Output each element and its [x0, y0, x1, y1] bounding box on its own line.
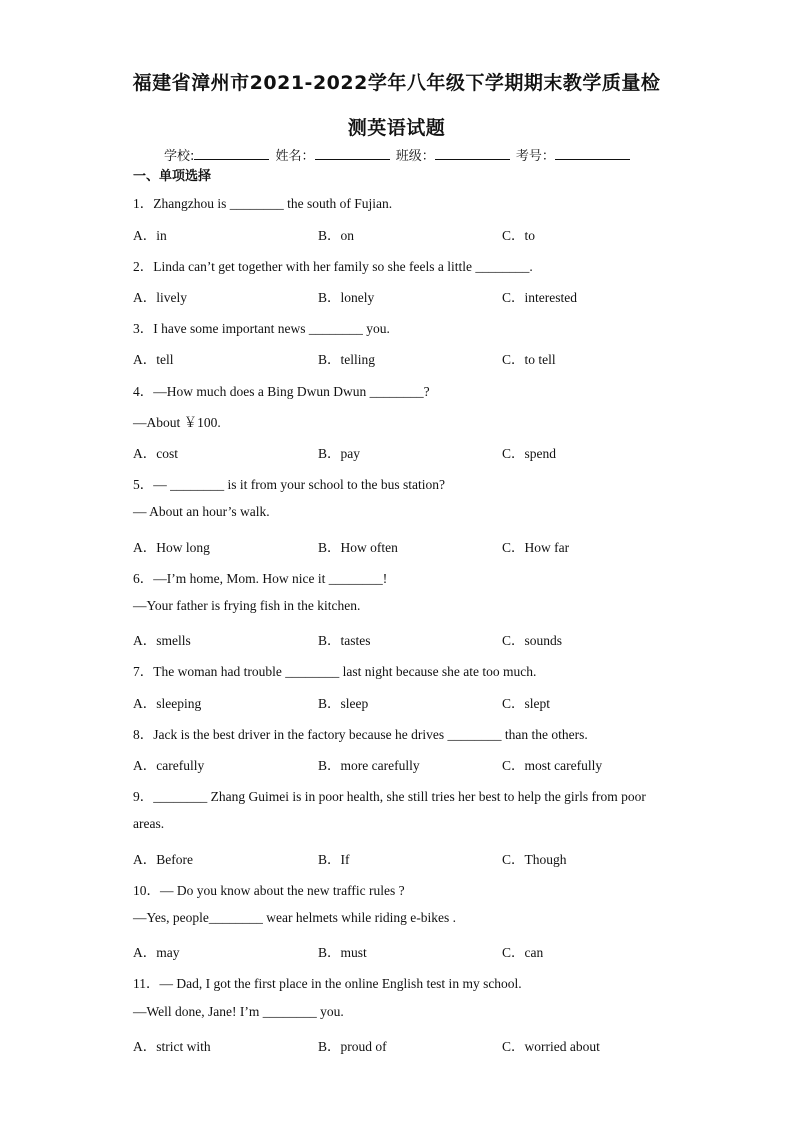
exam-number-label: 考号： — [515, 149, 555, 164]
question-4-line-2: —About ￥100. — [133, 415, 221, 430]
section-title: 一、单项选择 — [133, 169, 212, 184]
class-label: 班级： — [395, 149, 435, 164]
question-1-option-b[interactable]: B．on — [318, 228, 355, 243]
question-4-line-1: 4．—How much does a Bing Dwun Dwun ________? — [133, 384, 430, 399]
question-7-option-c[interactable]: C．slept — [502, 696, 551, 711]
question-9-option-a[interactable]: A．Before — [133, 852, 193, 867]
question-5-option-b[interactable]: B．How often — [318, 540, 398, 555]
question-2-option-b[interactable]: B．lonely — [318, 290, 375, 305]
question-6-line-1: 6．—I’m home, Mom. How nice it ________! — [133, 571, 388, 586]
question-11-option-a[interactable]: A．strict with — [133, 1039, 211, 1054]
question-4-option-b[interactable]: B．pay — [318, 446, 360, 461]
question-6-option-b[interactable]: B．tastes — [318, 633, 371, 648]
question-3-option-c[interactable]: C．to tell — [502, 352, 556, 367]
question-4-option-c[interactable]: C．spend — [502, 446, 556, 461]
question-5-line-2: — About an hour’s walk. — [133, 504, 270, 519]
question-10-line-2: —Yes, people________ wear helmets while riding e-bikes . — [133, 910, 456, 925]
question-10-option-a[interactable]: A．may — [133, 945, 180, 960]
question-11-line-1: 11．— Dad, I got the first place in the online English test in my school. — [133, 976, 522, 991]
name-label: 姓名： — [275, 149, 315, 164]
question-10-option-b[interactable]: B．must — [318, 945, 367, 960]
question-3-option-b[interactable]: B．telling — [318, 352, 375, 367]
class-field[interactable] — [435, 145, 510, 160]
question-1-line-1: 1．Zhangzhou is ________ the south of Fujian. — [133, 196, 393, 211]
question-11-line-2: —Well done, Jane! I’m ________ you. — [133, 1004, 344, 1019]
question-2-option-a[interactable]: A．lively — [133, 290, 187, 305]
question-5-option-a[interactable]: A．How long — [133, 540, 210, 555]
question-7-option-a[interactable]: A．sleeping — [133, 696, 202, 711]
question-9-line-2: areas. — [133, 816, 165, 831]
exam-title-line2: 测英语试题 — [347, 117, 446, 139]
question-4-option-a[interactable]: A．cost — [133, 446, 178, 461]
question-9-option-b[interactable]: B．If — [318, 852, 350, 867]
question-7-option-b[interactable]: B．sleep — [318, 696, 369, 711]
question-9-option-c[interactable]: C．Though — [502, 852, 567, 867]
question-11-option-b[interactable]: B．proud of — [318, 1039, 387, 1054]
exam-number-field[interactable] — [555, 145, 630, 160]
question-5-line-1: 5．— ________ is it from your school to the bus station? — [133, 477, 445, 492]
question-7-line-1: 7．The woman had trouble ________ last night because she ate too much. — [133, 664, 537, 679]
question-5-option-c[interactable]: C．How far — [502, 540, 570, 555]
question-8-option-b[interactable]: B．more carefully — [318, 758, 420, 773]
school-label: 学校: — [164, 149, 195, 164]
question-3-line-1: 3．I have some important news ________ you. — [133, 321, 390, 336]
question-2-line-1: 2．Linda can’t get together with her family so she feels a little ________. — [133, 259, 533, 274]
question-1-option-c[interactable]: C．to — [502, 228, 536, 243]
question-10-line-1: 10．— Do you know about the new traffic rules ? — [133, 883, 405, 898]
question-3-option-a[interactable]: A．tell — [133, 352, 174, 367]
question-8-option-a[interactable]: A．carefully — [133, 758, 205, 773]
question-8-line-1: 8．Jack is the best driver in the factory because he drives ________ than the others. — [133, 727, 588, 742]
school-field[interactable] — [194, 145, 269, 160]
question-6-line-2: —Your father is frying fish in the kitchen. — [133, 598, 361, 613]
exam-title-line1: 福建省漳州市2021-2022学年八年级下学期期末教学质量检 — [132, 72, 661, 94]
question-9-line-1: 9．________ Zhang Guimei is in poor health, she still tries her best to help the girls from poor — [133, 789, 646, 804]
question-8-option-c[interactable]: C．most carefully — [502, 758, 603, 773]
question-1-option-a[interactable]: A．in — [133, 228, 167, 243]
question-2-option-c[interactable]: C．interested — [502, 290, 577, 305]
question-10-option-c[interactable]: C．can — [502, 945, 544, 960]
question-6-option-c[interactable]: C．sounds — [502, 633, 563, 648]
student-info-row — [164, 145, 632, 164]
name-field[interactable] — [315, 145, 390, 160]
question-11-option-c[interactable]: C．worried about — [502, 1039, 600, 1054]
question-6-option-a[interactable]: A．smells — [133, 633, 191, 648]
